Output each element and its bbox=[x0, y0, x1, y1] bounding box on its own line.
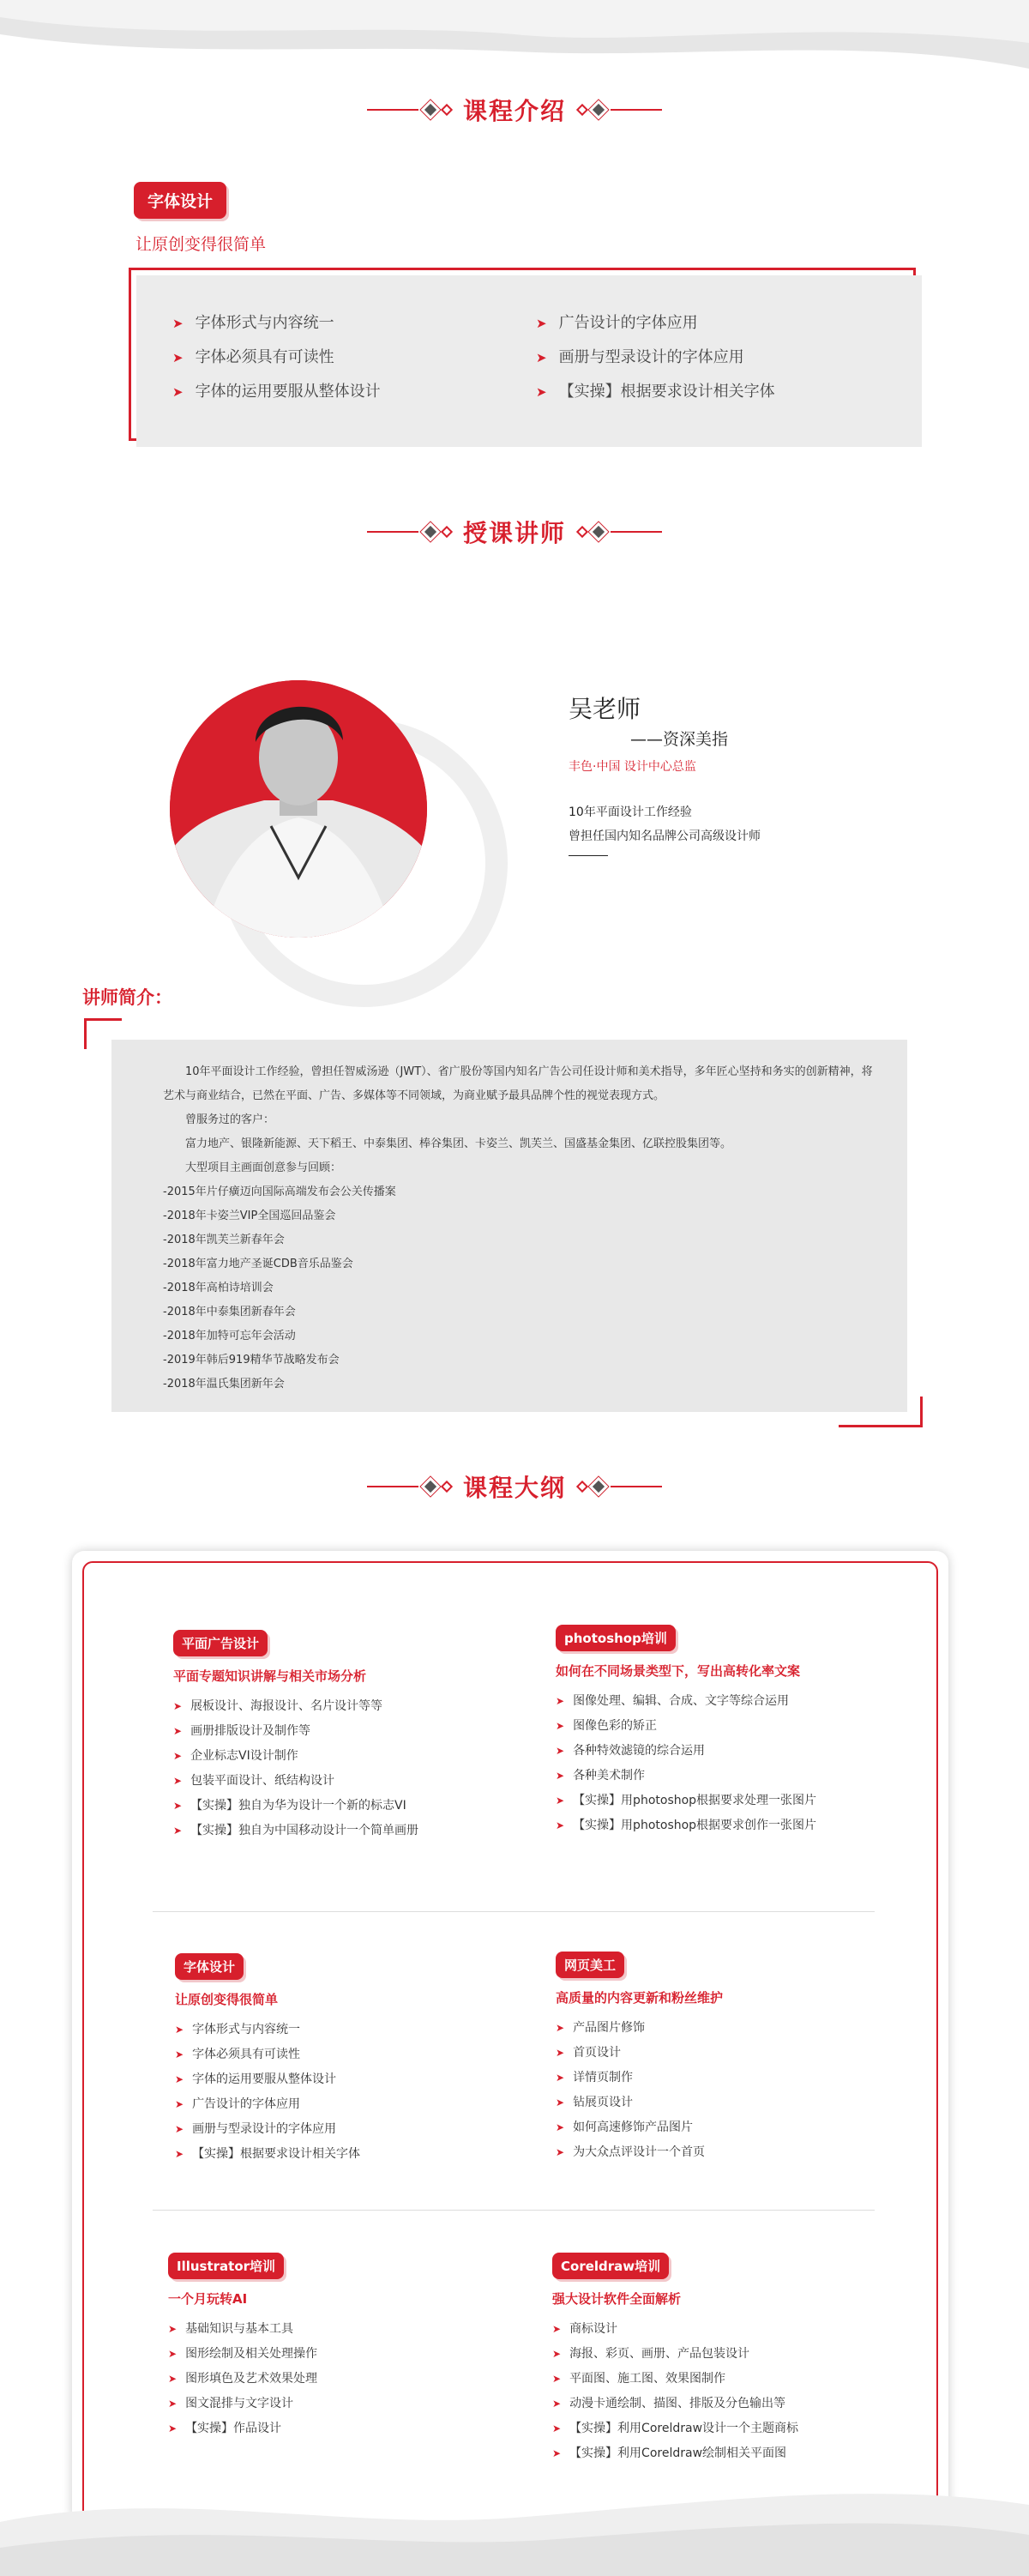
course-tag: photoshop培训 bbox=[556, 1625, 676, 1651]
arrow-icon: ➤ bbox=[536, 350, 547, 365]
list-item: ➤ 图形填色及艺术效果处理 bbox=[168, 2372, 318, 2386]
bio-projects-label: 大型项目主画面创意参与回顾： bbox=[185, 1161, 342, 1174]
heading-ornament-right bbox=[578, 103, 662, 117]
teacher-experience bbox=[569, 800, 761, 848]
intro-course-tag: 字体设计 bbox=[134, 182, 226, 219]
arrow-icon: ➤ bbox=[173, 1825, 183, 1837]
list-item: ➤ 广告设计的字体应用 bbox=[536, 314, 698, 332]
list-item: ➤ 字体必须具有可读性 bbox=[175, 2048, 301, 2061]
course-items bbox=[556, 1692, 816, 1841]
list-item: ➤ 【实操】作品设计 bbox=[168, 2422, 282, 2435]
intro-course-panel bbox=[136, 275, 922, 447]
arrow-icon: ➤ bbox=[556, 2146, 565, 2158]
arrow-icon: ➤ bbox=[552, 2348, 562, 2360]
list-item: ➤ 【实操】利用Coreldraw设计一个主题商标 bbox=[552, 2422, 799, 2435]
list-item: -2018年中泰集团新春年会 bbox=[163, 1306, 296, 1318]
course-subtitle: 一个月玩转AI bbox=[168, 2291, 248, 2307]
heading-ornament-left bbox=[367, 525, 451, 539]
heading-ornament-right bbox=[578, 1480, 662, 1493]
arrow-icon: ➤ bbox=[168, 2422, 178, 2434]
bio-clients: 富力地产、银隆新能源、天下稻王、中泰集团、棒谷集团、卡姿兰、凯芙兰、国盛基金集团、亿联控股集团等。 bbox=[185, 1137, 732, 1150]
arrow-icon: ➤ bbox=[536, 384, 547, 400]
list-item: ➤ 图文混排与文字设计 bbox=[168, 2397, 294, 2410]
teacher-section-title: 授课讲师 bbox=[462, 519, 566, 547]
bio-corner-decoration bbox=[84, 1018, 122, 1049]
list-item: ➤ 详情页制作 bbox=[556, 2071, 634, 2084]
arrow-icon: ➤ bbox=[552, 2398, 562, 2410]
intro-course-box bbox=[129, 268, 916, 441]
course-tag: 网页美工 bbox=[556, 1952, 624, 1978]
list-item: ➤ 字体必须具有可读性 bbox=[172, 348, 334, 366]
teacher-organization: 丰色·中国 设计中心总监 bbox=[569, 760, 696, 774]
outline-section-title: 课程大纲 bbox=[462, 1474, 566, 1502]
arrow-icon: ➤ bbox=[556, 1770, 565, 1782]
arrow-icon: ➤ bbox=[175, 2148, 184, 2160]
intro-left-list bbox=[172, 313, 381, 416]
arrow-icon: ➤ bbox=[173, 1700, 183, 1712]
list-item: ➤ 展板设计、海报设计、名片设计等等 bbox=[173, 1699, 383, 1713]
course-subtitle: 让原创变得很简单 bbox=[175, 1992, 279, 2007]
list-item: ➤ 各种特效滤镜的综合运用 bbox=[556, 1744, 706, 1758]
arrow-icon: ➤ bbox=[536, 316, 547, 331]
list-item: ➤ 各种美术制作 bbox=[556, 1769, 646, 1783]
list-item: ➤ 图像处理、编辑、合成、文字等综合运用 bbox=[556, 1694, 790, 1708]
heading-ornament-right bbox=[578, 525, 662, 539]
list-item: ➤ 【实操】独自为中国移动设计一个简单画册 bbox=[173, 1824, 419, 1837]
course-subtitle: 高质量的内容更新和粉丝维护 bbox=[556, 1990, 724, 2006]
outline-section-heading bbox=[0, 1469, 1029, 1504]
list-item: -2018年富力地产圣诞CDB音乐品鉴会 bbox=[163, 1258, 353, 1270]
course-block bbox=[173, 1630, 418, 1846]
divider bbox=[153, 1911, 875, 1912]
teacher-section-heading bbox=[0, 515, 1029, 549]
list-item: ➤ 字体形式与内容统一 bbox=[175, 2023, 301, 2036]
list-item: ➤ 如何高速修饰产品图片 bbox=[556, 2121, 694, 2134]
teacher-exp-line: 曾担任国内知名品牌公司高级设计师 bbox=[569, 830, 761, 843]
bio-clients-label: 曾服务过的客户： bbox=[185, 1113, 275, 1126]
list-item: ➤ 【实操】用photoshop根据要求创作一张图片 bbox=[556, 1819, 817, 1832]
list-item: -2019年韩后919精华节战略发布会 bbox=[163, 1354, 340, 1366]
course-items bbox=[552, 2320, 798, 2469]
list-item: ➤ 图像色彩的矫正 bbox=[556, 1719, 658, 1733]
list-item: ➤ 图形绘制及相关处理操作 bbox=[168, 2347, 318, 2361]
arrow-icon: ➤ bbox=[175, 2073, 184, 2085]
intro-section-title: 课程介绍 bbox=[462, 97, 566, 125]
list-item: ➤ 字体形式与内容统一 bbox=[172, 314, 334, 332]
teacher-portrait-icon bbox=[170, 680, 427, 938]
top-wave-decoration bbox=[0, 0, 1029, 77]
arrow-icon: ➤ bbox=[173, 1750, 183, 1762]
list-item: -2018年凯芙兰新春年会 bbox=[163, 1234, 285, 1246]
arrow-icon: ➤ bbox=[168, 2348, 178, 2360]
arrow-icon: ➤ bbox=[556, 1695, 565, 1707]
list-item: ➤ 企业标志VI设计制作 bbox=[173, 1749, 298, 1763]
course-block bbox=[556, 1952, 723, 2168]
bio-heading: 讲师简介： bbox=[82, 987, 172, 1008]
course-items bbox=[168, 2320, 317, 2444]
arrow-icon: ➤ bbox=[552, 2323, 562, 2335]
list-item: ➤ 【实操】根据要求设计相关字体 bbox=[536, 383, 775, 401]
arrow-icon: ➤ bbox=[172, 350, 184, 365]
arrow-icon: ➤ bbox=[556, 2121, 565, 2133]
arrow-icon: ➤ bbox=[175, 2098, 184, 2110]
course-block bbox=[175, 1953, 360, 2169]
arrow-icon: ➤ bbox=[552, 2447, 562, 2459]
arrow-icon: ➤ bbox=[168, 2398, 178, 2410]
course-tag: 字体设计 bbox=[175, 1953, 244, 1980]
arrow-icon: ➤ bbox=[173, 1800, 183, 1812]
list-item: ➤ 画册与型录设计的字体应用 bbox=[175, 2122, 337, 2136]
intro-section-heading bbox=[0, 93, 1029, 127]
course-items bbox=[556, 2018, 723, 2168]
teacher-photo bbox=[170, 680, 427, 938]
arrow-icon: ➤ bbox=[556, 2022, 565, 2034]
list-item: -2018年高柏诗培训会 bbox=[163, 1282, 274, 1294]
arrow-icon: ➤ bbox=[173, 1725, 183, 1737]
arrow-icon: ➤ bbox=[556, 1819, 565, 1831]
bio-corner-decoration bbox=[839, 1397, 923, 1427]
teacher-exp-line: 10年平面设计工作经验 bbox=[569, 805, 692, 819]
teacher-name: 吴老师 bbox=[569, 695, 641, 723]
intro-course-subtitle: 让原创变得很简单 bbox=[135, 235, 267, 254]
list-item: ➤ 商标设计 bbox=[552, 2322, 618, 2336]
list-item: ➤ 钻展页设计 bbox=[556, 2096, 634, 2109]
list-item: ➤ 动漫卡通绘制、描图、排版及分色输出等 bbox=[552, 2397, 786, 2410]
list-item: ➤ 【实操】用photoshop根据要求处理一张图片 bbox=[556, 1794, 817, 1807]
list-item: ➤ 海报、彩页、画册、产品包装设计 bbox=[552, 2347, 750, 2361]
arrow-icon: ➤ bbox=[556, 1745, 565, 1757]
course-tag: 平面广告设计 bbox=[173, 1630, 268, 1656]
course-items bbox=[173, 1697, 418, 1846]
course-block bbox=[168, 2253, 317, 2444]
arrow-icon: ➤ bbox=[552, 2373, 562, 2385]
list-item: ➤ 画册与型录设计的字体应用 bbox=[536, 348, 744, 366]
list-item: ➤ 字体的运用要服从整体设计 bbox=[175, 2072, 337, 2086]
course-items bbox=[175, 2020, 360, 2169]
list-item: ➤ 包装平面设计、纸结构设计 bbox=[173, 1774, 335, 1788]
arrow-icon: ➤ bbox=[172, 384, 184, 400]
course-tag: Coreldraw培训 bbox=[552, 2253, 669, 2279]
list-item: -2018年卡姿兰VIP全国巡回品鉴会 bbox=[163, 1210, 336, 1222]
list-item: ➤ 首页设计 bbox=[556, 2046, 622, 2060]
list-item: -2015年片仔癀迈向国际高端发布会公关传播案 bbox=[163, 1185, 396, 1198]
bottom-wave-decoration bbox=[0, 2470, 1029, 2576]
divider bbox=[569, 855, 608, 856]
arrow-icon: ➤ bbox=[556, 1795, 565, 1807]
bio-panel bbox=[111, 1040, 907, 1412]
arrow-icon: ➤ bbox=[173, 1775, 183, 1787]
arrow-icon: ➤ bbox=[168, 2323, 178, 2335]
course-block bbox=[556, 1625, 816, 1841]
teacher-title: ——资深美指 bbox=[630, 730, 729, 749]
arrow-icon: ➤ bbox=[172, 316, 184, 331]
list-item: ➤ 产品图片修饰 bbox=[556, 2021, 646, 2035]
course-tag: Illustrator培训 bbox=[168, 2253, 284, 2279]
list-item: ➤ 【实操】独自为华为设计一个新的标志VI bbox=[173, 1799, 406, 1813]
list-item: -2018年温氏集团新年会 bbox=[163, 1378, 285, 1391]
course-subtitle: 平面专题知识讲解与相关市场分析 bbox=[173, 1668, 367, 1684]
course-subtitle: 如何在不同场景类型下，写出高转化率文案 bbox=[556, 1663, 801, 1679]
divider bbox=[153, 2210, 875, 2211]
arrow-icon: ➤ bbox=[556, 2072, 565, 2084]
arrow-icon: ➤ bbox=[175, 2024, 184, 2036]
list-item: -2018年加特可忘年会活动 bbox=[163, 1330, 296, 1342]
arrow-icon: ➤ bbox=[556, 2096, 565, 2108]
arrow-icon: ➤ bbox=[556, 1720, 565, 1732]
bio-intro: 10年平面设计工作经验，曾担任智威汤逊（JWT）、省广股份等国内知名广告公司任设计师和美术指导，多年匠心坚持和务实的创新精神，将艺术与商业结合，已然在平面、广告、多媒体等不同领域，为商业赋予最具品牌个性的视觉表现方式。 bbox=[163, 1065, 873, 1102]
course-block bbox=[552, 2253, 798, 2469]
heading-ornament-left bbox=[367, 103, 451, 117]
arrow-icon: ➤ bbox=[168, 2373, 178, 2385]
arrow-icon: ➤ bbox=[556, 2047, 565, 2059]
list-item: ➤ 广告设计的字体应用 bbox=[175, 2097, 301, 2111]
list-item: ➤ 字体的运用要服从整体设计 bbox=[172, 383, 381, 401]
arrow-icon: ➤ bbox=[175, 2123, 184, 2135]
list-item: ➤ 画册排版设计及制作等 bbox=[173, 1724, 311, 1738]
intro-right-list bbox=[536, 313, 775, 416]
heading-ornament-left bbox=[367, 1480, 451, 1493]
course-subtitle: 强大设计软件全面解析 bbox=[552, 2291, 682, 2307]
list-item: ➤ 基础知识与基本工具 bbox=[168, 2322, 294, 2336]
arrow-icon: ➤ bbox=[175, 2048, 184, 2060]
list-item: ➤ 【实操】根据要求设计相关字体 bbox=[175, 2147, 361, 2161]
list-item: ➤ 平面图、施工图、效果图制作 bbox=[552, 2372, 726, 2386]
list-item: ➤ 为大众点评设计一个首页 bbox=[556, 2145, 706, 2159]
arrow-icon: ➤ bbox=[552, 2422, 562, 2434]
list-item: ➤ 【实操】利用Coreldraw绘制相关平面图 bbox=[552, 2446, 787, 2460]
